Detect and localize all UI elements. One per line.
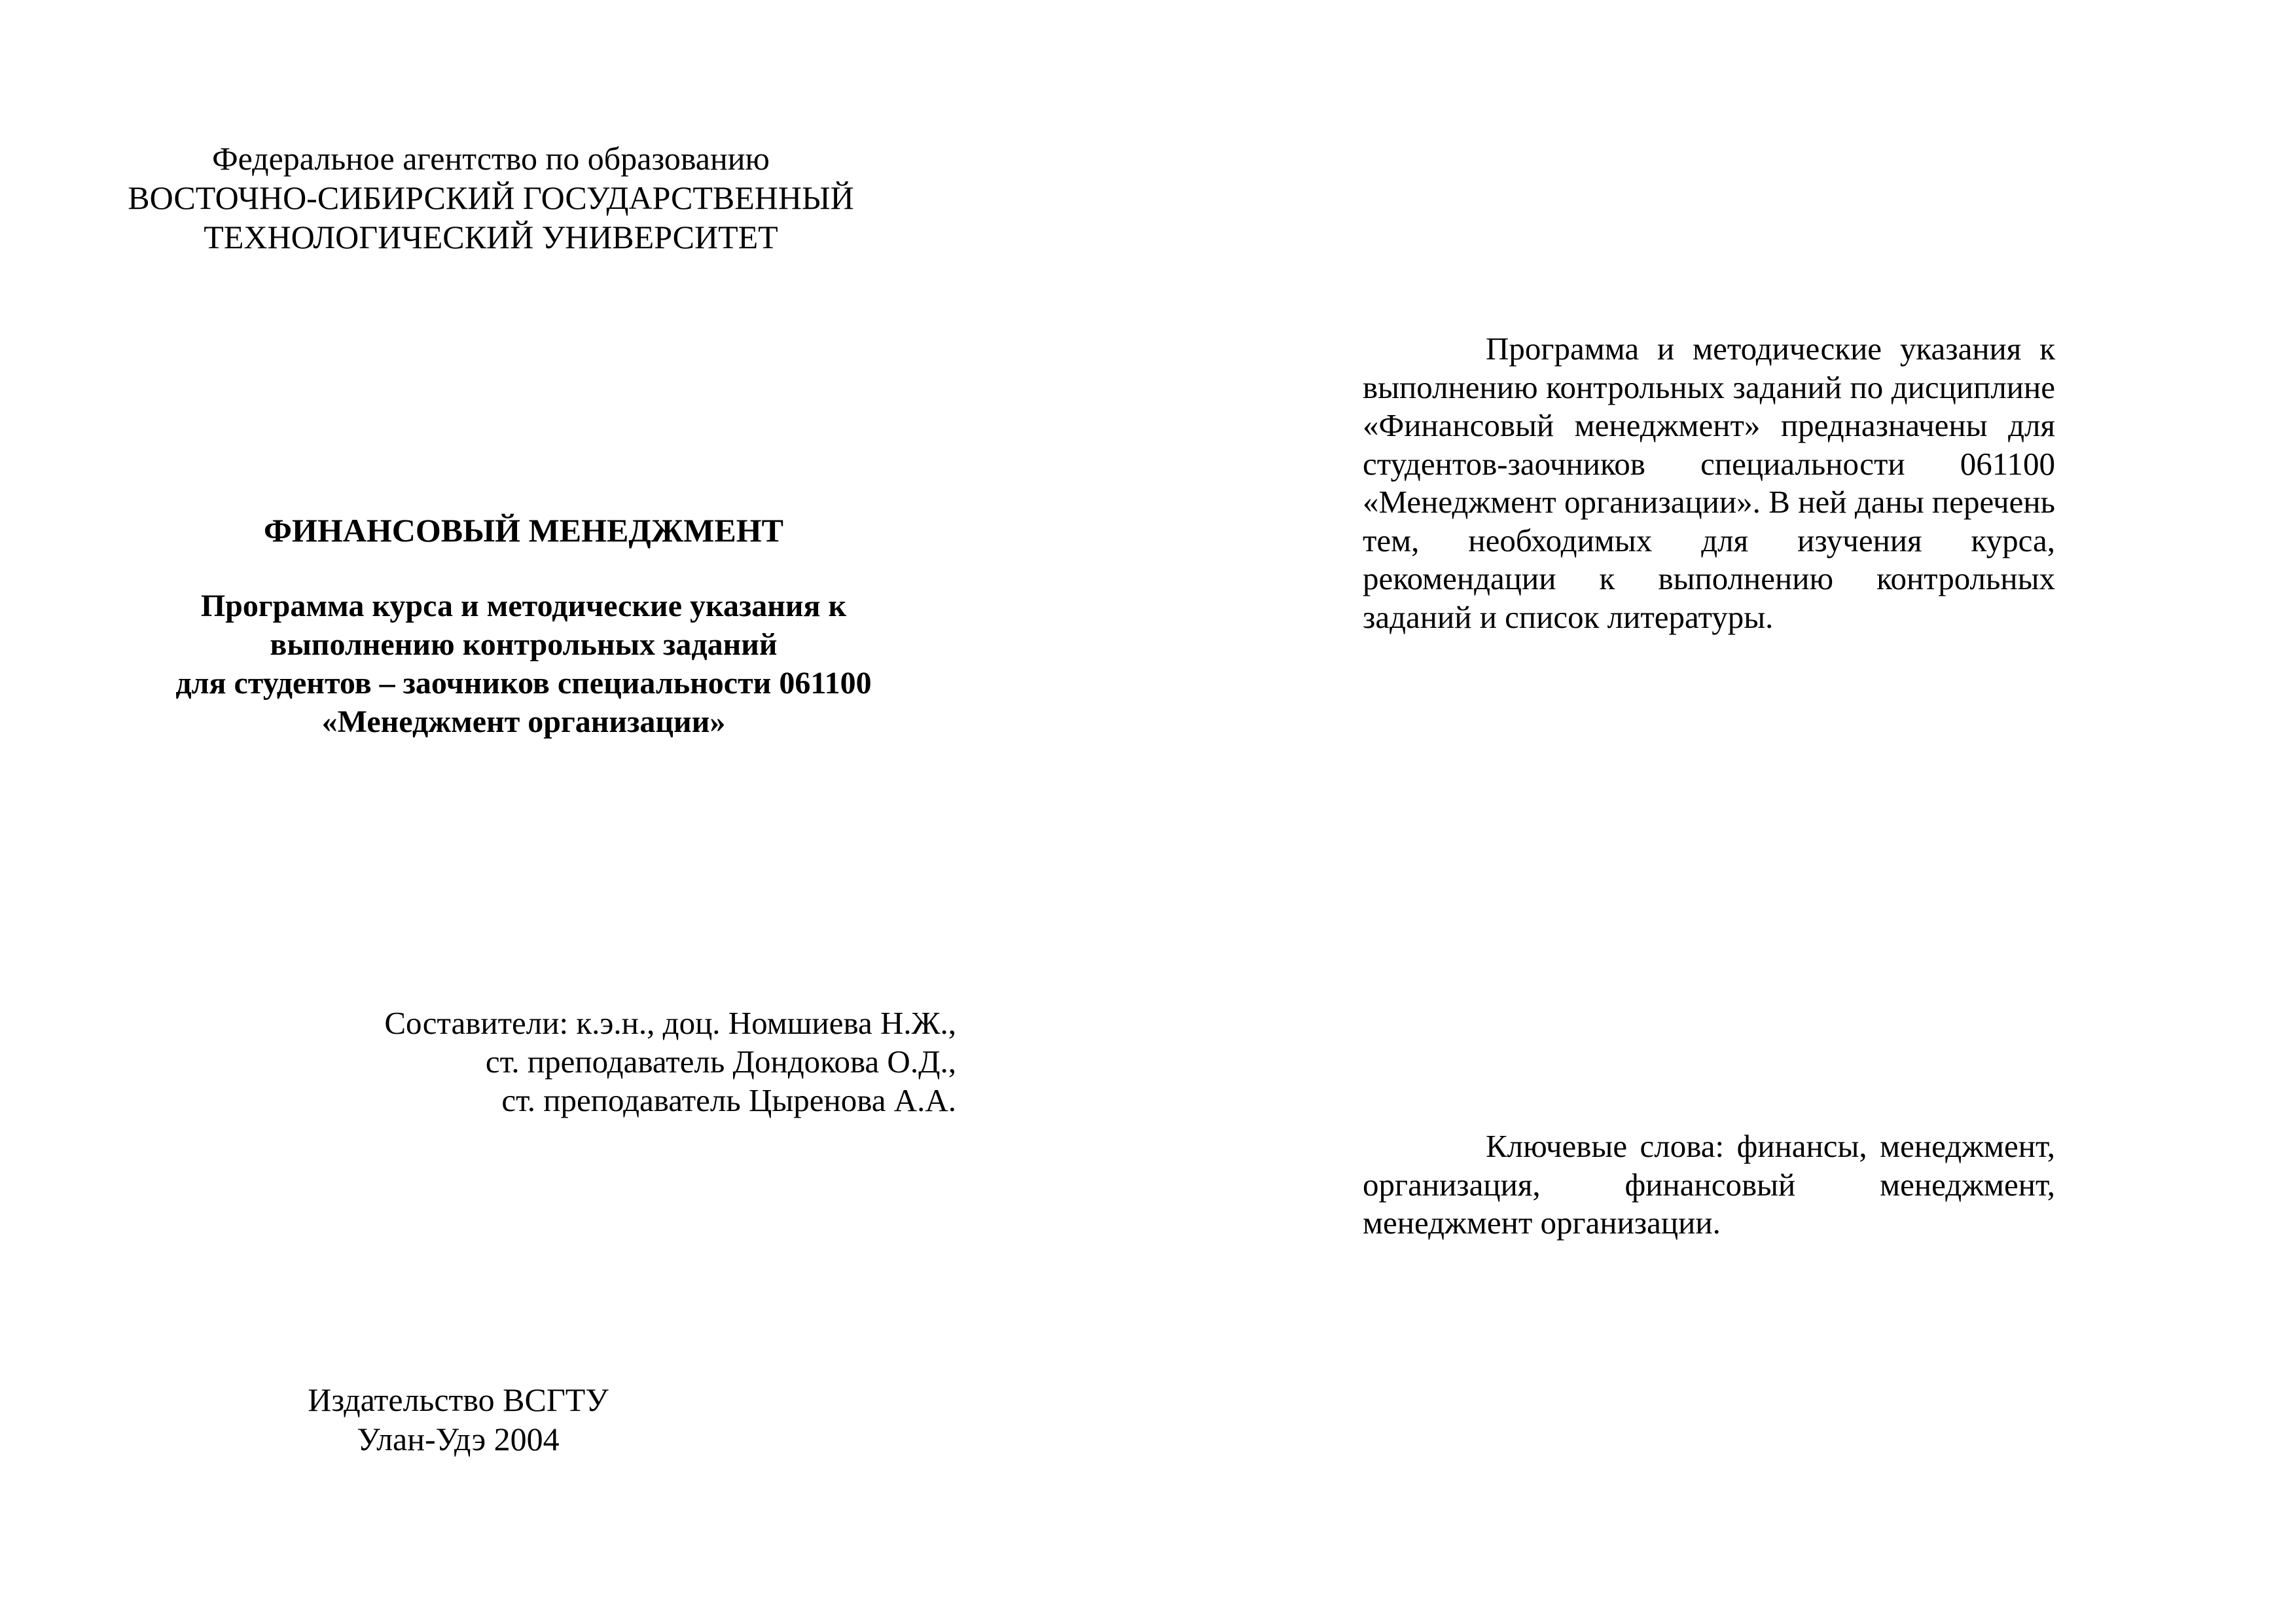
subtitle-line-4: «Менеджмент организации» <box>321 704 726 739</box>
document-title: ФИНАНСОВЫЙ МЕНЕДЖМЕНТ <box>264 512 783 549</box>
authors-block <box>384 1004 956 1120</box>
subtitle-line-2: выполнению контрольных заданий <box>270 627 778 662</box>
subtitle-line-3: для студентов – заочников специальности 061100 <box>175 666 872 701</box>
publisher-block <box>196 1380 720 1459</box>
right-page <box>1148 0 2296 1623</box>
keywords-paragraph: Ключевые слова: финансы, менеджмент, организация, финансовый менеджмент, менеджмент организации. <box>1363 1128 2055 1241</box>
document-subtitle <box>131 587 916 741</box>
agency-name: Федеральное агентство по образованию <box>212 140 770 177</box>
university-line-1: ВОСТОЧНО-СИБИРСКИЙ ГОСУДАРСТВЕННЫЙ <box>128 179 854 216</box>
university-line-2: ТЕХНОЛОГИЧЕСКИЙ УНИВЕРСИТЕТ <box>204 219 778 255</box>
author-line-1: Составители: к.э.н., доц. Номшиева Н.Ж., <box>384 1005 956 1041</box>
author-line-3: ст. преподаватель Цыренова А.А. <box>501 1082 956 1118</box>
subtitle-line-1: Программа курса и методические указания к <box>200 589 847 623</box>
place-year: Улан-Удэ 2004 <box>357 1421 560 1457</box>
author-line-2: ст. преподаватель Дондокова О.Д., <box>485 1044 956 1080</box>
annotation-paragraph: Программа и методические указания к выполнению контрольных заданий по дисциплине «Финансовый менеджмент» предназначены для студентов-заочников специальности 061100 «Менеджмент организации». В ней даны перечень тем, необходимых для изучения курса, рекомендации к выполнению контрольных заданий и список литературы. <box>1363 331 2055 635</box>
publisher-name: Издательство ВСГТУ <box>308 1381 609 1418</box>
university-name <box>98 178 884 257</box>
